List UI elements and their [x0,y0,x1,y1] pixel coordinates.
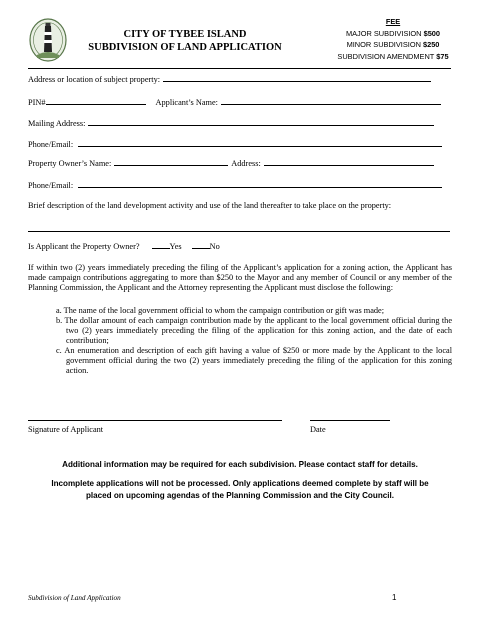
address-row [28,74,452,85]
title-line-1: CITY OF TYBEE ISLAND [123,29,247,40]
no-label: No [209,242,220,251]
fee-minor [322,39,464,51]
disclosure-item-c: c. An enumeration and description of each gift having a value of $250 or more made by the Applicant to the local government official during the two (2) years immediately preceding the filing of the application for this zoning action. [56,346,452,375]
title-line-2: SUBDIVISION OF LAND APPLICATION [88,42,282,53]
owner-address-field[interactable] [264,158,434,166]
owner-phone-email-label: Phone/Email: [28,181,74,190]
fee-major-amount: $500 [423,28,441,38]
address-field[interactable] [163,74,431,82]
owner-phone-email-field[interactable] [78,180,442,188]
fee-amendment-label: SUBDIVISION AMENDMENT [337,51,437,61]
date-label: Date [310,425,326,434]
pin-row [28,97,452,108]
yes-blank[interactable] [152,241,170,249]
no-blank[interactable] [192,241,210,249]
incomplete-applications-note: Incomplete applications will not be processed. Only applications deemed complete by staff will be placed on upcoming agendas of the Planning Commission and the City Council. [51,479,429,500]
owner-name-field[interactable] [114,158,228,166]
fee-schedule [322,16,464,62]
phone-email-label: Phone/Email: [28,140,74,149]
document-title [72,28,298,54]
owner-address-label: Address: [231,159,261,168]
owner-question-row [28,241,452,252]
phone-email-row [28,139,452,150]
owner-name-label: Property Owner’s Name: [28,159,112,168]
applicant-name-field[interactable] [221,97,441,105]
address-label: Address or location of subject property: [28,75,161,84]
disclosure-item-b: b. The dollar amount of each campaign contribution made by the applicant to the local government official during the two (2) years immediately preceding the filing of the application for this zoning action, and the date of each contribution; [56,316,452,345]
date-field[interactable] [310,420,390,421]
signature-field[interactable] [28,420,282,421]
page-number: 1 [392,593,397,602]
fee-heading: FEE [385,17,401,26]
fee-major-label: MAJOR SUBDIVISION [345,28,424,38]
signature-label: Signature of Applicant [28,425,104,434]
description-field[interactable] [28,224,450,232]
pin-field[interactable] [46,97,146,105]
mailing-address-field[interactable] [88,118,434,126]
owner-question-label: Is Applicant the Property Owner? [28,242,140,251]
fee-major [322,28,464,40]
fee-amendment [322,51,464,63]
disclosure-item-a: a. The name of the local government official to whom the campaign contribution or gift was made; [56,306,385,315]
mailing-address-label: Mailing Address: [28,119,86,128]
header-divider [28,68,451,69]
additional-info-note: Additional information may be required for each subdivision. Please contact staff for details. [62,460,418,469]
owner-phone-row [28,180,452,191]
owner-row [28,158,452,169]
applicant-name-label: Applicant’s Name: [155,98,218,107]
yes-label: Yes [169,242,182,251]
phone-email-field[interactable] [78,139,442,147]
description-label: Brief description of the land development activity and use of the land thereafter to take place on the property: [28,201,392,210]
disclosure-list [56,306,452,376]
fee-minor-amount: $250 [422,40,440,49]
footer-document-name: Subdivision of Land Application [28,594,121,602]
city-logo-seal-icon [28,17,68,63]
mailing-row [28,118,452,129]
fee-minor-label: MINOR SUBDIVISION [346,40,423,49]
pin-label: PIN# [28,98,46,107]
disclosure-paragraph: If within two (2) years immediately preceding the filing of the Applicant’s application for a zoning action, the Applicant has made campaign contributions aggregating to more than $250 to the Mayor and any member of Council or any member of the Planning Commission, the Applicant and the Attorney representing the Applicant must disclose the following: [28,263,452,292]
fee-amendment-amount: $75 [436,51,449,61]
